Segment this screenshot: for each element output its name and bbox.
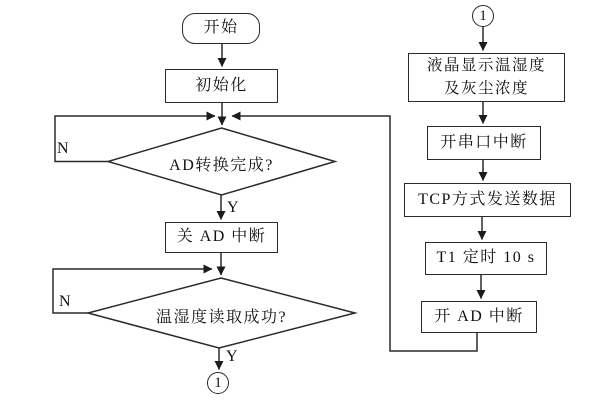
temp-decision-label: 温湿度读取成功? (155, 309, 288, 326)
init-node: 初始化 (165, 69, 278, 103)
open-ad-interrupt-node: 开 AD 中断 (421, 301, 537, 333)
start-node: 开始 (182, 13, 260, 44)
lcd-display-line1: 液晶显示温湿度 (426, 57, 546, 75)
lcd-display-node (408, 53, 565, 102)
edge-label-n2: N (59, 293, 71, 310)
serial-interrupt-node: 开串口中断 (427, 126, 541, 160)
edge-label-n1: N (57, 140, 69, 157)
close-ad-interrupt-node: 关 AD 中断 (165, 222, 278, 253)
connector-1-bottom: 1 (207, 372, 229, 394)
lcd-display-line2: 及灰尘浓度 (443, 79, 529, 97)
timer-node: T1 定时 10 s (425, 242, 547, 275)
edge-label-y2: Y (226, 348, 238, 365)
edge-label-y1: Y (227, 199, 239, 216)
connector-1-top: 1 (472, 5, 494, 27)
tcp-send-node: TCP方式发送数据 (404, 183, 571, 217)
ad-decision-label: AD转换完成? (169, 157, 274, 174)
